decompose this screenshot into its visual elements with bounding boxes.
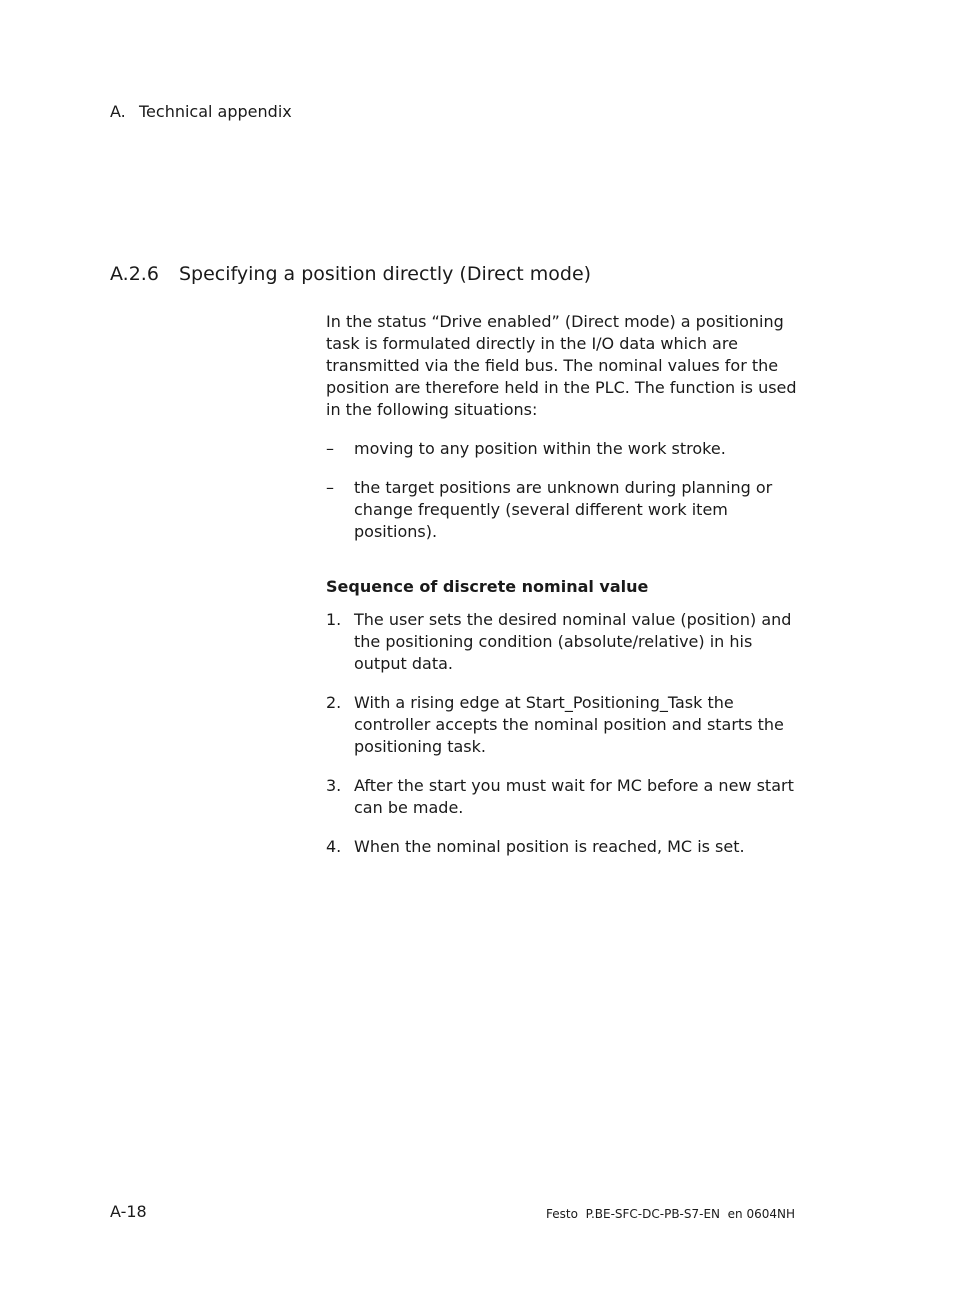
document-id: Festo P.BE-SFC-DC-PB-S7-EN en 0604NH <box>546 1207 795 1221</box>
step-number: 4. <box>326 837 342 856</box>
sequence-steps <box>326 609 806 858</box>
list-item-text: the target positions are unknown during planning or change frequently (several different work item positions). <box>354 478 773 541</box>
step-text: After the start you must wait for MC before a new start can be made. <box>354 776 794 817</box>
sequence-heading: Sequence of discrete nominal value <box>326 577 649 596</box>
dash-marker: – <box>326 439 334 458</box>
chapter-letter: A. <box>110 102 126 121</box>
step-number: 2. <box>326 693 342 712</box>
list-item-text: moving to any position within the work stroke. <box>354 439 726 458</box>
step-number: 1. <box>326 610 342 629</box>
list-item <box>326 438 806 460</box>
step-number: 3. <box>326 776 342 795</box>
step-item <box>326 609 806 675</box>
step-item <box>326 692 806 758</box>
step-text: The user sets the desired nominal value (position) and the positioning condition (absolute/relative) in his output data. <box>354 610 792 673</box>
chapter-title: Technical appendix <box>139 102 292 121</box>
section-title: Specifying a position directly (Direct mode) <box>179 263 592 285</box>
list-item <box>326 477 806 543</box>
step-text: When the nominal position is reached, MC is set. <box>354 837 745 856</box>
running-header <box>110 102 292 121</box>
body-column <box>326 311 806 875</box>
step-text: With a rising edge at Start_Positioning_Task the controller accepts the nominal position and starts the positioning task. <box>354 693 784 756</box>
dash-marker: – <box>326 478 334 497</box>
section-number: A.2.6 <box>110 263 159 285</box>
page-number: A-18 <box>110 1202 147 1221</box>
situations-list <box>326 438 806 543</box>
section-heading <box>110 263 591 285</box>
step-item <box>326 836 806 858</box>
intro-paragraph: In the status “Drive enabled” (Direct mode) a positioning task is formulated directly in the I/O data which are transmitted via the field bus. The nominal values for the position are therefore held in the PLC. The function is used in the following situations: <box>326 312 797 419</box>
step-item <box>326 775 806 819</box>
